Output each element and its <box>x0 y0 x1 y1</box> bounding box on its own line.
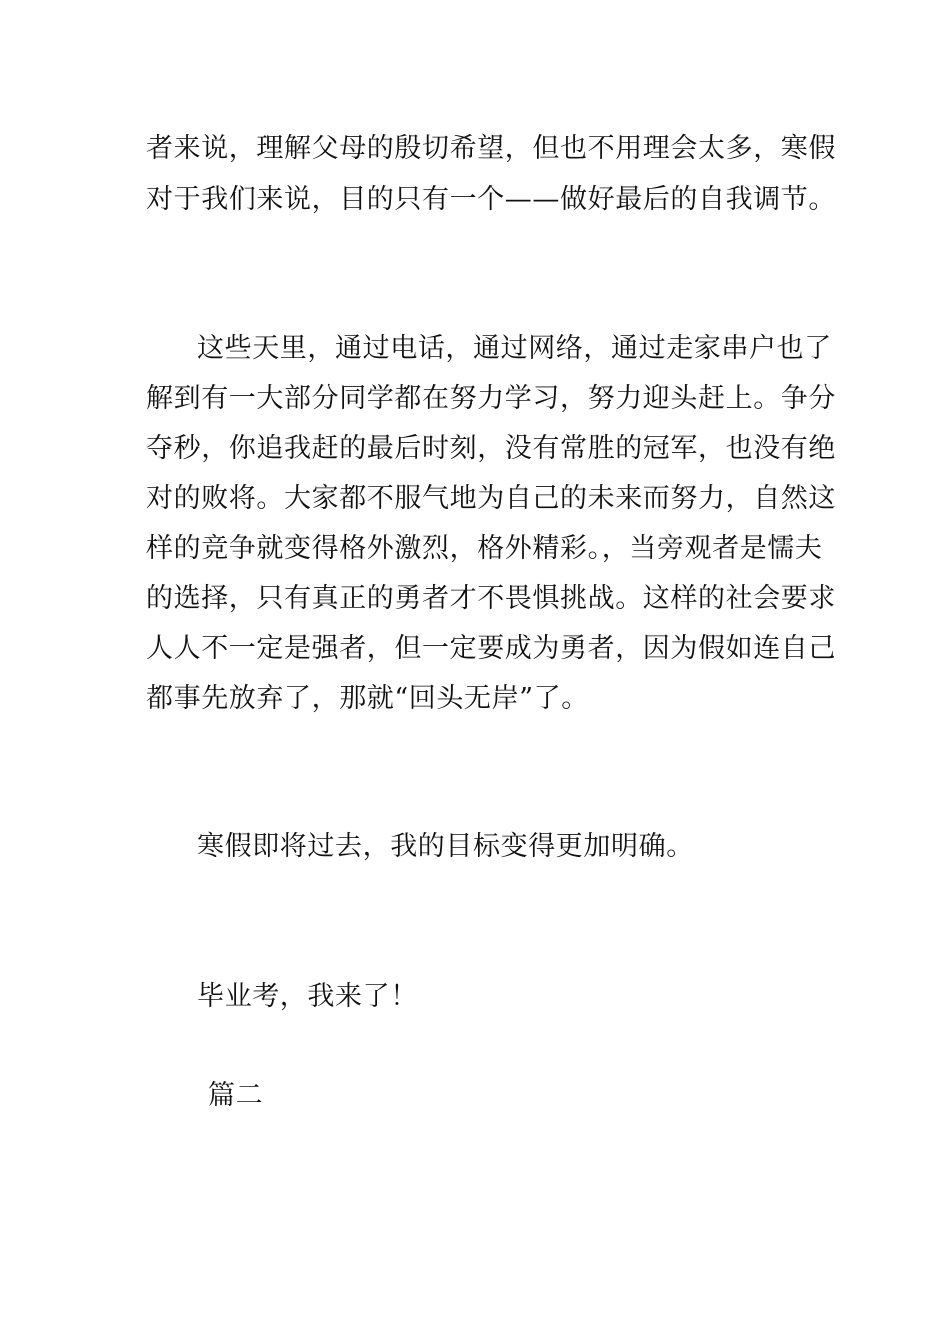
paragraph-2-line-3: 夺秒，你追我赶的最后时刻，没有常胜的冠军，也没有绝 <box>146 433 836 464</box>
paragraph-1-line-2: 对于我们来说，目的只有一个——做好最后的自我调节。 <box>146 184 836 215</box>
section-heading: 篇二 <box>208 1080 264 1111</box>
paragraph-1-line-1: 者来说，理解父母的殷切希望，但也不用理会太多，寒假 <box>146 133 836 164</box>
paragraph-2-line-7: 人人不一定是强者，但一定要成为勇者，因为假如连自己 <box>146 633 836 664</box>
paragraph-2-line-5: 样的竞争就变得格外激烈，格外精彩。，当旁观者是懦夫 <box>146 533 823 564</box>
paragraph-4: 毕业考，我来了！ <box>197 981 418 1012</box>
paragraph-2-line-2: 解到有一大部分同学都在努力学习，努力迎头赶上。争分 <box>146 383 836 414</box>
paragraph-3: 寒假即将过去，我的目标变得更加明确。 <box>197 831 694 862</box>
paragraph-2-line-1: 这些天里，通过电话，通过网络，通过走家串户也了 <box>197 333 832 364</box>
paragraph-2-line-4: 对的败将。大家都不服气地为自己的未来而努力，自然这 <box>146 483 836 514</box>
paragraph-2-line-8: 都事先放弃了，那就“回头无岸”了。 <box>146 683 589 714</box>
paragraph-2-line-6: 的选择，只有真正的勇者才不畏惧挑战。这样的社会要求 <box>146 583 836 614</box>
